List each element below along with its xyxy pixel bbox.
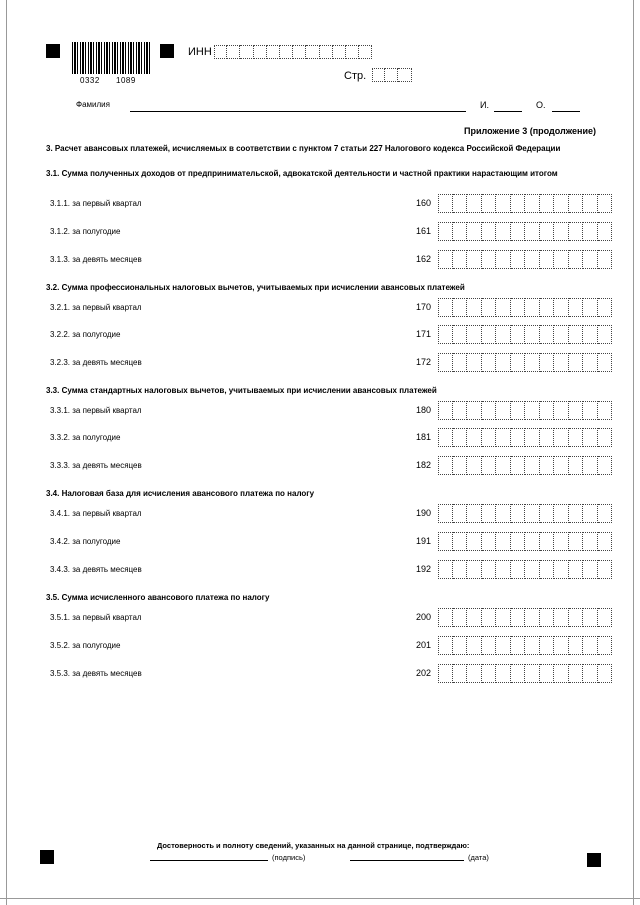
amount-field-202[interactable] bbox=[438, 664, 612, 683]
amount-field-172[interactable] bbox=[438, 353, 612, 372]
signature-label: (подпись) bbox=[272, 853, 306, 862]
confirmation-text: Достоверность и полноту сведений, указанных на данной странице, подтверждаю: bbox=[157, 841, 470, 850]
row-label: 3.3.3. за девять месяцев bbox=[50, 461, 142, 470]
row-label: 3.2.1. за первый квартал bbox=[50, 303, 142, 312]
row-code: 191 bbox=[416, 536, 432, 546]
group-3-5-title: 3.5. Сумма исчисленного авансового платежа по налогу bbox=[46, 593, 270, 602]
amount-field-182[interactable] bbox=[438, 456, 612, 475]
page-number-label: Стр. bbox=[344, 70, 367, 82]
appendix-title: Приложение 3 (продолжение) bbox=[464, 126, 596, 136]
date-label: (дата) bbox=[468, 853, 489, 862]
date-field[interactable] bbox=[350, 860, 464, 861]
row-label: 3.1.3. за девять месяцев bbox=[50, 255, 142, 264]
row-code: 170 bbox=[416, 302, 432, 312]
amount-field-180[interactable] bbox=[438, 401, 612, 420]
row-label: 3.1.1. за первый квартал bbox=[50, 199, 142, 208]
row-label: 3.5.3. за девять месяцев bbox=[50, 669, 142, 678]
row-label: 3.5.2. за полугодие bbox=[50, 641, 121, 650]
amount-field-161[interactable] bbox=[438, 222, 612, 241]
row-code: 180 bbox=[416, 405, 432, 415]
row-label: 3.1.2. за полугодие bbox=[50, 227, 121, 236]
row-code: 161 bbox=[416, 226, 432, 236]
row-code: 172 bbox=[416, 357, 432, 367]
section-3-title: 3. Расчет авансовых платежей, исчисляемых в соответствии с пунктом 7 статьи 227 Налогового кодекса Российской Федерации bbox=[46, 144, 561, 153]
surname-field[interactable] bbox=[130, 111, 466, 112]
amount-field-170[interactable] bbox=[438, 298, 612, 317]
row-label: 3.2.3. за девять месяцев bbox=[50, 358, 142, 367]
amount-field-171[interactable] bbox=[438, 325, 612, 344]
initial-o-label: О. bbox=[536, 100, 546, 110]
row-label: 3.2.2. за полугодие bbox=[50, 330, 121, 339]
barcode-number-left: 0332 bbox=[80, 76, 100, 85]
row-label: 3.3.2. за полугодие bbox=[50, 433, 121, 442]
surname-label: Фамилия bbox=[76, 100, 110, 109]
amount-field-191[interactable] bbox=[438, 532, 612, 551]
row-label: 3.4.2. за полугодие bbox=[50, 537, 121, 546]
amount-field-181[interactable] bbox=[438, 428, 612, 447]
alignment-marker-bottom-left bbox=[40, 850, 54, 864]
barcode-image bbox=[72, 42, 150, 74]
row-label: 3.4.3. за девять месяцев bbox=[50, 565, 142, 574]
row-code: 182 bbox=[416, 460, 432, 470]
row-label: 3.3.1. за первый квартал bbox=[50, 406, 142, 415]
page-border-left bbox=[6, 0, 7, 905]
alignment-marker-top-left bbox=[46, 44, 60, 58]
amount-field-190[interactable] bbox=[438, 504, 612, 523]
amount-field-160[interactable] bbox=[438, 194, 612, 213]
row-code: 202 bbox=[416, 668, 432, 678]
row-code: 162 bbox=[416, 254, 432, 264]
inn-label: ИНН bbox=[188, 46, 212, 58]
alignment-marker-top-center bbox=[160, 44, 174, 58]
row-code: 181 bbox=[416, 432, 432, 442]
row-code: 200 bbox=[416, 612, 432, 622]
initial-o-field[interactable] bbox=[552, 111, 580, 112]
amount-field-162[interactable] bbox=[438, 250, 612, 269]
page-border-bottom bbox=[0, 898, 640, 899]
group-3-2-title: 3.2. Сумма профессиональных налоговых вычетов, учитываемых при исчислении авансовых платежей bbox=[46, 283, 465, 292]
page-border-right bbox=[633, 0, 634, 905]
amount-field-200[interactable] bbox=[438, 608, 612, 627]
amount-field-201[interactable] bbox=[438, 636, 612, 655]
row-label: 3.5.1. за первый квартал bbox=[50, 613, 142, 622]
group-3-4-title: 3.4. Налоговая база для исчисления авансового платежа по налогу bbox=[46, 489, 315, 498]
row-code: 160 bbox=[416, 198, 432, 208]
amount-field-192[interactable] bbox=[438, 560, 612, 579]
group-3-1-title: 3.1. Сумма полученных доходов от предпринимательской, адвокатской деятельности и частной практики нарастающим итогом bbox=[46, 169, 558, 178]
row-label: 3.4.1. за первый квартал bbox=[50, 509, 142, 518]
alignment-marker-bottom-right bbox=[587, 853, 601, 867]
row-code: 190 bbox=[416, 508, 432, 518]
row-code: 192 bbox=[416, 564, 432, 574]
initial-i-label: И. bbox=[480, 100, 489, 110]
row-code: 171 bbox=[416, 329, 432, 339]
inn-field[interactable] bbox=[214, 45, 372, 59]
barcode-number-right: 1089 bbox=[116, 76, 136, 85]
group-3-3-title: 3.3. Сумма стандартных налоговых вычетов, учитываемых при исчислении авансовых платежей bbox=[46, 386, 437, 395]
row-code: 201 bbox=[416, 640, 432, 650]
initial-i-field[interactable] bbox=[494, 111, 522, 112]
page-number-field[interactable] bbox=[372, 68, 412, 82]
signature-field[interactable] bbox=[150, 860, 268, 861]
